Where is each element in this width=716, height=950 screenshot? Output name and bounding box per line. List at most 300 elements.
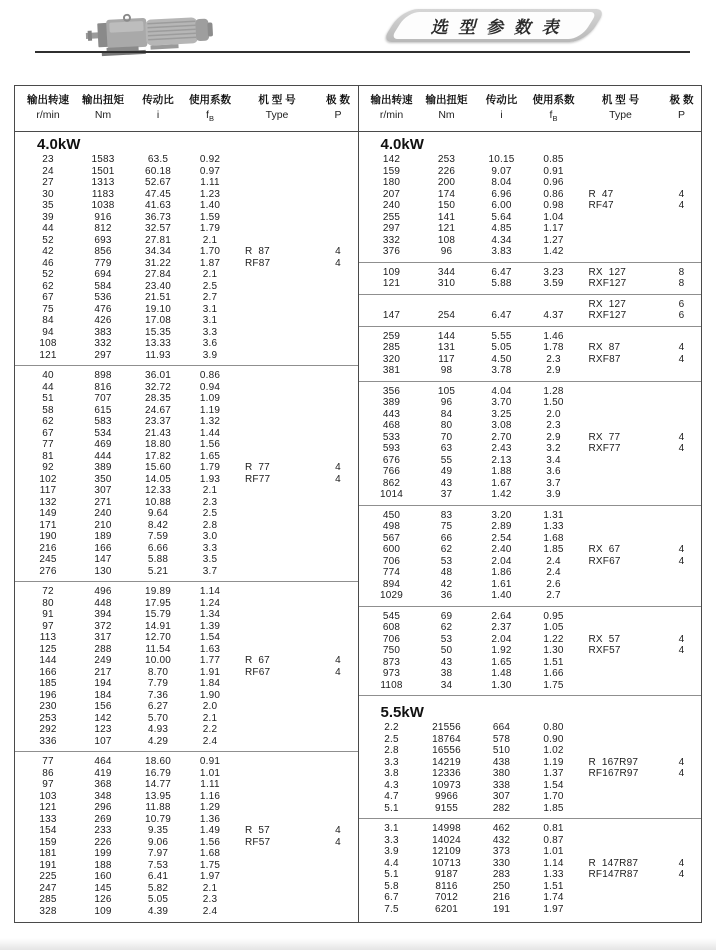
cell-torque: 66 [440,532,453,544]
cell-ratio: 9.35 [147,825,169,837]
cell-poles [663,246,701,258]
cell-torque: 160 [94,871,112,883]
cell-torque: 296 [94,802,112,814]
cell-fb: 1.68 [199,848,221,860]
table-row [15,598,358,610]
cell-torque: 536 [94,292,112,304]
cell-fb: 1.27 [543,234,564,246]
cell-ratio: 2.04 [491,633,512,645]
cell-poles [663,579,701,591]
cell-fb: 0.96 [543,177,564,189]
table-header [15,86,358,132]
cell-poles [663,420,701,432]
cell-fb: 2.5 [202,508,218,520]
cell-poles [663,166,701,178]
cell-speed: 498 [382,521,401,533]
cell-speed: 332 [382,234,401,246]
cell-poles [319,871,357,883]
cell-poles [663,409,701,421]
page-header [0,0,716,52]
cell-ratio: 1.48 [491,668,512,680]
cell-ratio: 1.67 [491,477,512,489]
cell-torque: 348 [94,790,112,802]
cell-speed: 180 [382,177,401,189]
cell-speed: 81 [42,450,54,462]
cell-speed: 149 [39,508,57,520]
cell-model [579,365,663,377]
cell-torque: 147 [94,554,112,566]
cell-ratio: 6.47 [491,266,512,278]
table-row [359,892,702,904]
cell-ratio: 11.88 [145,802,171,814]
cell-fb: 1.42 [543,246,564,258]
table-row [15,370,358,382]
cell-ratio: 23.40 [144,280,172,292]
cell-fb: 1.63 [199,643,221,655]
table-row [15,871,358,883]
cell-speed: 27 [42,177,54,189]
cell-ratio: 10.88 [144,496,172,508]
cell-model [579,455,663,467]
cell-poles: 4 [335,246,341,258]
cell-torque: 1583 [91,154,115,166]
cell-torque: 123 [94,724,112,736]
cell-ratio: 5.21 [147,565,169,577]
cell-fb: 2.6 [546,578,561,590]
cell-torque: 131 [437,342,456,354]
cell-torque: 9155 [434,802,459,814]
table-row [359,745,702,757]
column-label-zh: 输出扭矩 [425,94,468,106]
cell-model [579,680,663,692]
cell-ratio: 15.35 [144,326,172,338]
column-header [475,93,529,126]
cell-poles [319,531,357,543]
table-row [359,432,702,444]
column-label-zh: 传动比 [485,94,518,106]
table-row [359,835,702,847]
table-row [359,904,702,916]
cell-fb: 1.37 [543,768,564,780]
cell-speed: 62 [42,416,54,428]
cell-poles [663,823,701,835]
cell-model [579,622,663,634]
cell-speed: 259 [382,330,401,342]
table-row [359,278,702,290]
cell-poles [319,212,357,224]
cell-model [579,567,663,579]
cell-ratio: 5.64 [491,211,512,223]
cell-ratio: 338 [492,779,511,791]
cell-poles [319,350,357,362]
cell-model [579,235,663,247]
cell-speed: 593 [382,443,401,455]
table-row [359,722,702,734]
cell-torque: 141 [437,211,456,223]
cell-torque: 14998 [432,823,461,835]
column-header [131,93,185,126]
cell-fb: 0.86 [543,188,564,200]
cell-poles [319,393,357,405]
cell-torque: 694 [94,269,112,281]
cell-model: RX 57 [588,633,621,645]
cell-ratio: 17.95 [144,597,172,609]
cell-model [235,690,319,702]
cell-model: R 57 [245,825,270,837]
cell-torque: 121 [437,223,456,235]
cell-ratio: 2.89 [491,521,512,533]
cell-speed: 109 [382,266,401,278]
cell-speed: 376 [382,246,401,258]
cell-fb: 2.4 [546,567,561,579]
column-label-en: Type [265,109,289,121]
gearmotor-image [85,8,239,65]
cell-ratio: 3.08 [491,420,512,432]
cell-model [235,848,319,860]
table-row [359,489,702,501]
cell-torque: 469 [94,439,112,451]
cell-speed: 44 [42,381,54,393]
cell-poles [319,724,357,736]
cell-poles: 4 [678,768,685,780]
cell-model [235,338,319,350]
cell-ratio: 17.82 [144,450,172,462]
cell-model: RX 87 [588,342,621,354]
cell-model [579,223,663,235]
cell-fb: 2.9 [546,365,561,377]
cell-speed: 245 [39,554,57,566]
table-row [15,281,358,293]
table-row [15,497,358,509]
cell-poles [319,370,357,382]
cell-ratio: 510 [492,745,511,757]
column-header [663,93,701,126]
cell-poles: 4 [335,836,341,848]
table-row [359,478,702,490]
cell-poles [663,365,701,377]
table-row [359,235,702,247]
cell-fb: 1.56 [199,439,221,451]
cell-ratio: 36.73 [144,211,172,223]
cell-poles [319,768,357,780]
cell-fb: 1.11 [200,779,220,791]
parameter-table [14,85,702,923]
cell-fb: 1.85 [543,802,564,814]
cell-poles [663,622,701,634]
column-label-en: i [156,109,160,121]
cell-ratio: 5.88 [491,278,512,290]
cell-speed: 225 [39,871,57,883]
cell-poles: 4 [335,825,341,837]
cell-speed: 292 [39,724,57,736]
column-label-zh: 极 数 [669,94,694,106]
cell-model [235,724,319,736]
cell-speed: 750 [382,645,401,657]
cell-fb: 1.01 [199,767,221,779]
cell-speed: 774 [382,567,401,579]
cell-ratio: 2.40 [491,544,512,556]
cell-speed: 706 [382,555,401,567]
cell-ratio: 7.53 [147,859,169,871]
cell-fb: 2.3 [202,496,218,508]
table-row [15,883,358,895]
cell-model [579,881,663,893]
cell-torque: 14024 [432,834,461,846]
table-row [15,768,358,780]
cell-ratio: 282 [492,802,511,814]
cell-fb: 2.5 [202,280,218,292]
cell-ratio: 5.70 [147,712,169,724]
cell-model: RXF87 [588,353,621,365]
cell-fb: 2.8 [202,519,218,531]
cell-poles [319,177,357,189]
cell-model [579,409,663,421]
cell-speed: 276 [39,565,57,577]
cell-ratio: 28.35 [144,393,172,405]
cell-poles [663,386,701,398]
cell-torque: 109 [94,905,112,917]
cell-speed: 356 [382,385,401,397]
cell-speed: 97 [42,779,54,791]
group-divider [359,326,702,327]
cell-speed: 67 [42,427,54,439]
cell-poles [663,212,701,224]
cell-ratio: 2.13 [491,454,512,466]
cell-fb: 1.49 [199,825,221,837]
cell-torque: 6201 [434,903,459,915]
column-header [529,93,579,126]
table-row [15,713,358,725]
cell-torque: 779 [94,257,112,269]
cell-model [579,521,663,533]
cell-ratio: 14.77 [144,779,172,791]
cell-speed: 117 [39,485,57,497]
cell-fb: 0.80 [543,722,564,734]
cell-ratio: 4.39 [147,905,169,917]
cell-torque: 419 [94,767,112,779]
cell-fb: 1.78 [543,342,564,354]
cell-torque: 43 [440,477,453,489]
cell-poles [319,554,357,566]
cell-ratio: 5.05 [491,342,512,354]
cell-fb: 1.75 [199,859,221,871]
cell-speed: 873 [382,656,401,668]
table-row [359,510,702,522]
cell-fb: 3.9 [546,489,561,501]
cell-model [235,451,319,463]
table-row [15,655,358,667]
cell-speed: 94 [42,326,54,338]
table-row [359,757,702,769]
power-heading: 4.0kW [380,136,424,154]
table-row [359,668,702,680]
cell-ratio: 34.34 [144,246,172,258]
table-row [15,338,358,350]
group-divider [15,581,358,582]
table-row [359,579,702,591]
cell-fb: 1.14 [199,586,221,598]
cell-ratio: 23.37 [144,416,172,428]
cell-poles [663,223,701,235]
cell-speed: 24 [42,165,54,177]
cell-model [235,428,319,440]
cell-torque: 144 [437,330,456,342]
table-row [359,846,702,858]
table-row [15,609,358,621]
table-row [359,791,702,803]
cell-model: RXF57 [588,645,621,657]
cell-poles [663,892,701,904]
cell-speed: 2.2 [384,722,399,734]
cell-ratio: 2.43 [491,443,512,455]
cell-fb: 1.56 [199,836,221,848]
cell-poles: 4 [678,342,685,354]
table-row [15,667,358,679]
cell-fb: 1.44 [199,427,221,439]
cell-fb: 1.09 [199,393,221,405]
cell-ratio: 18.60 [144,756,172,768]
cell-speed: 52 [42,234,54,246]
table-row [359,200,702,212]
cell-ratio: 7.79 [147,678,169,690]
cell-torque: 166 [94,542,112,554]
cell-speed: 185 [39,678,57,690]
cell-model: RF147R87 [588,869,639,881]
cell-fb: 2.0 [546,408,561,420]
cell-model [579,590,663,602]
table-row [15,223,358,235]
cell-model: R 167R97 [588,756,639,768]
cell-poles [319,304,357,316]
cell-fb: 1.31 [543,509,564,521]
cell-poles [319,779,357,791]
cell-fb: 2.1 [202,882,218,894]
cell-speed: 5.1 [384,802,399,814]
column-header [365,93,419,126]
cell-fb: 3.3 [202,542,218,554]
cell-poles [663,846,701,858]
cell-model [235,736,319,748]
cell-fb: 2.9 [546,431,561,443]
cell-ratio: 9.06 [147,836,169,848]
cell-speed: 159 [39,836,57,848]
table-row [359,521,702,533]
cell-fb: 1.50 [543,397,564,409]
cell-poles: 4 [678,857,685,869]
table-row [359,858,702,870]
table-row [15,154,358,166]
page-title: 选 型 参 数 表 [430,18,562,37]
cell-fb: 1.36 [199,813,221,825]
cell-poles: 4 [678,188,685,200]
cell-poles [319,485,357,497]
cell-speed: 166 [39,666,57,678]
cell-model [235,531,319,543]
cell-torque: 83 [440,509,453,521]
column-label-zh: 输出转速 [27,94,69,106]
table-row [359,154,702,166]
cell-speed: 336 [39,735,57,747]
cell-torque: 332 [94,338,112,350]
cell-torque: 37 [440,489,453,501]
group-divider [359,381,702,382]
cell-ratio: 52.67 [144,177,172,189]
table-row [359,768,702,780]
cell-poles [319,292,357,304]
cell-model [235,393,319,405]
table-row [359,189,702,201]
cell-fb: 3.0 [202,531,218,543]
column-header [21,93,75,126]
cell-ratio: 19.89 [144,586,172,598]
cell-model [235,543,319,555]
cell-model [235,508,319,520]
cell-ratio: 330 [492,857,511,869]
cell-model [579,212,663,224]
cell-ratio: 5.88 [147,554,169,566]
cell-speed: 80 [42,597,54,609]
cell-speed: 133 [39,813,57,825]
table-row [15,894,358,906]
page-title-badge [392,9,596,42]
cell-speed: 450 [382,509,401,521]
cell-model [235,906,319,918]
cell-speed: 389 [382,397,401,409]
cell-torque: 53 [440,555,453,567]
cell-ratio: 578 [492,733,511,745]
column-label-en: Type [609,109,632,121]
cell-poles [663,668,701,680]
cell-ratio: 373 [492,846,511,858]
cell-model [235,382,319,394]
cell-poles [319,848,357,860]
cell-speed: 381 [382,365,401,377]
cell-speed: 72 [42,586,54,598]
column-label-en: $f_B$ [206,109,214,124]
cell-ratio: 2.64 [491,610,512,622]
cell-model [235,405,319,417]
column-header [185,93,235,126]
table-row [15,644,358,656]
cell-fb: 1.01 [543,846,564,858]
cell-speed: 121 [39,349,57,361]
group-divider [359,818,702,819]
cell-ratio: 24.67 [144,404,172,416]
cell-fb: 0.97 [199,165,221,177]
cell-speed: 42 [42,246,54,258]
cell-torque: 150 [437,200,456,212]
cell-ratio: 7.59 [147,531,169,543]
cell-poles [663,835,701,847]
cell-torque: 38 [440,668,453,680]
cell-poles [319,690,357,702]
cell-torque: 344 [437,266,456,278]
table-row [15,632,358,644]
cell-poles [319,894,357,906]
cell-poles [319,566,357,578]
cell-fb: 1.68 [543,532,564,544]
cell-speed: 297 [382,223,401,235]
cell-fb: 0.92 [199,154,221,166]
cell-poles [663,455,701,467]
cell-fb: 2.3 [546,353,561,365]
cell-speed: 46 [42,257,54,269]
cell-model [235,497,319,509]
table-row [359,409,702,421]
cell-poles: 4 [678,645,685,657]
cell-torque: 253 [437,154,456,166]
cell-speed: 125 [39,643,57,655]
